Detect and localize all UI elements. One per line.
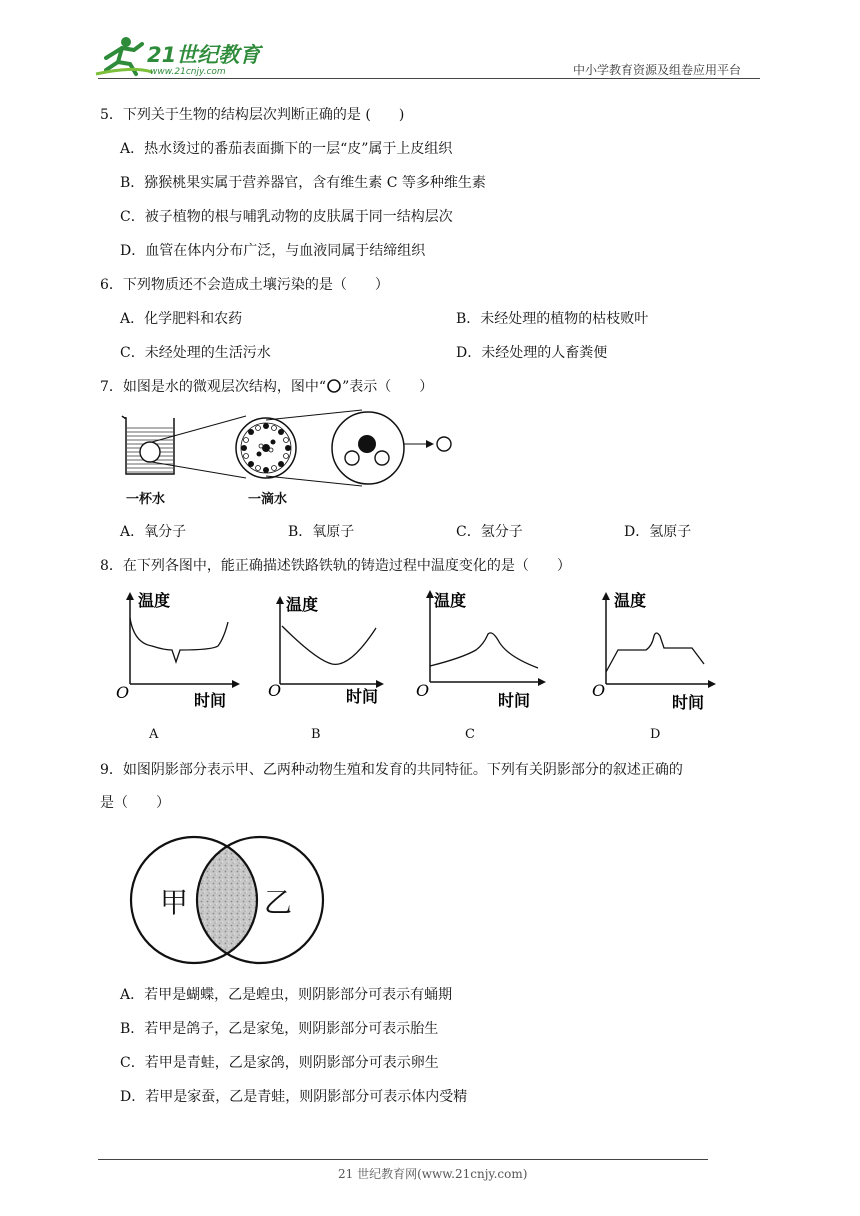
graph-b <box>266 588 396 716</box>
venn-label-jia: 甲 <box>160 886 189 919</box>
question-7-option-c: C．氢分子 <box>456 524 523 540</box>
graph-d-caption: D <box>650 727 661 742</box>
question-6-option-b: B．未经处理的植物的枯枝败叶 <box>456 311 649 327</box>
graph-c-ylabel: 温度 <box>434 591 467 610</box>
figure-label-cup: 一杯水 <box>126 492 166 507</box>
graph-c-origin: O <box>416 681 430 700</box>
graph-d-origin: O <box>592 681 606 700</box>
footer-text: 21 世纪教育网(www.21cnjy.com) <box>338 1167 528 1181</box>
question-5-option-a: A．热水烫过的番茄表面撕下的一层“皮”属于上皮组织 <box>120 141 453 157</box>
water-molecule-icon <box>332 412 404 484</box>
graph-b-ylabel: 温度 <box>286 595 319 614</box>
graph-d <box>592 588 722 716</box>
question-5-option-c: C．被子植物的根与哺乳动物的皮肤属于同一结构层次 <box>120 209 453 225</box>
graph-b-caption: B <box>311 727 321 742</box>
graph-a-origin: O <box>116 683 130 702</box>
question-9-option-b: B．若甲是鸽子，乙是家兔，则阴影部分可表示胎生 <box>120 1021 439 1037</box>
venn-diagram <box>128 834 328 966</box>
venn-label-yi: 乙 <box>264 886 293 919</box>
graph-a <box>112 588 242 716</box>
graph-c <box>412 588 552 716</box>
question-9-option-a: A．若甲是蝴蝶，乙是蝗虫，则阴影部分可表示有蛹期 <box>120 987 453 1003</box>
logo <box>92 36 267 78</box>
logo-url: www.21cnjy.com <box>150 67 226 77</box>
question-9-option-d: D．若甲是家蚕，乙是青蛙，则阴影部分可表示体内受精 <box>120 1089 468 1105</box>
graph-c-xlabel: 时间 <box>498 691 531 710</box>
water-drop-icon <box>236 418 296 478</box>
hollow-circle-icon <box>326 379 342 393</box>
question-6-option-d: D．未经处理的人畜粪便 <box>456 345 608 361</box>
question-5-option-d: D．血管在体内分布广泛，与血液同属于结缔组织 <box>120 243 426 259</box>
question-9-stem-line1: 9．如图阴影部分表示甲、乙两种动物生殖和发育的共同特征。下列有关阴影部分的叙述正确的 <box>100 762 683 778</box>
graph-d-ylabel: 温度 <box>614 591 647 610</box>
question-8-stem: 8．在下列各图中，能正确描述铁路铁轨的铸造过程中温度变化的是（ ） <box>100 558 571 574</box>
header-right-text: 中小学教育资源及组卷应用平台 <box>573 63 742 77</box>
graph-a-caption: A <box>149 727 159 742</box>
question-9-stem-line2: 是（ ） <box>100 795 170 811</box>
graph-b-origin: O <box>268 681 282 700</box>
header-divider <box>98 78 760 79</box>
question-7-option-a: A．氧分子 <box>120 524 187 540</box>
beaker-icon <box>122 416 174 474</box>
graph-b-xlabel: 时间 <box>346 687 379 706</box>
question-7-stem <box>100 377 433 397</box>
question-7-option-d: D．氢原子 <box>624 524 692 540</box>
water-structure-figure <box>118 404 468 508</box>
question-5-stem: 5．下列关于生物的结构层次判断正确的是 ( ) <box>100 107 405 123</box>
question-6-stem: 6．下列物质还不会造成土壤污染的是（ ） <box>100 277 389 293</box>
graph-a-ylabel: 温度 <box>138 591 171 610</box>
question-6-option-c: C．未经处理的生活污水 <box>120 345 271 361</box>
graph-c-caption: C <box>465 727 475 742</box>
question-7-option-b: B．氧原子 <box>288 524 355 540</box>
figure-label-drop: 一滴水 <box>248 492 288 507</box>
logo-text: 21世纪教育 <box>147 43 261 67</box>
question-9-option-c: C．若甲是青蛙，乙是家鸽，则阴影部分可表示卵生 <box>120 1055 439 1071</box>
question-7-stem-before: 7．如图是水的微观层次结构，图中“ <box>100 379 327 395</box>
footer-divider <box>98 1159 708 1160</box>
question-5-option-b: B．猕猴桃果实属于营养器官，含有维生素 C 等多种维生素 <box>120 175 486 191</box>
question-6-option-a: A．化学肥料和农药 <box>120 311 243 327</box>
hydrogen-atom-icon <box>437 437 451 451</box>
header <box>0 0 860 80</box>
graph-a-xlabel: 时间 <box>194 691 227 710</box>
question-7-stem-after: ”表示（ ） <box>342 379 434 395</box>
graph-d-xlabel: 时间 <box>672 693 705 712</box>
